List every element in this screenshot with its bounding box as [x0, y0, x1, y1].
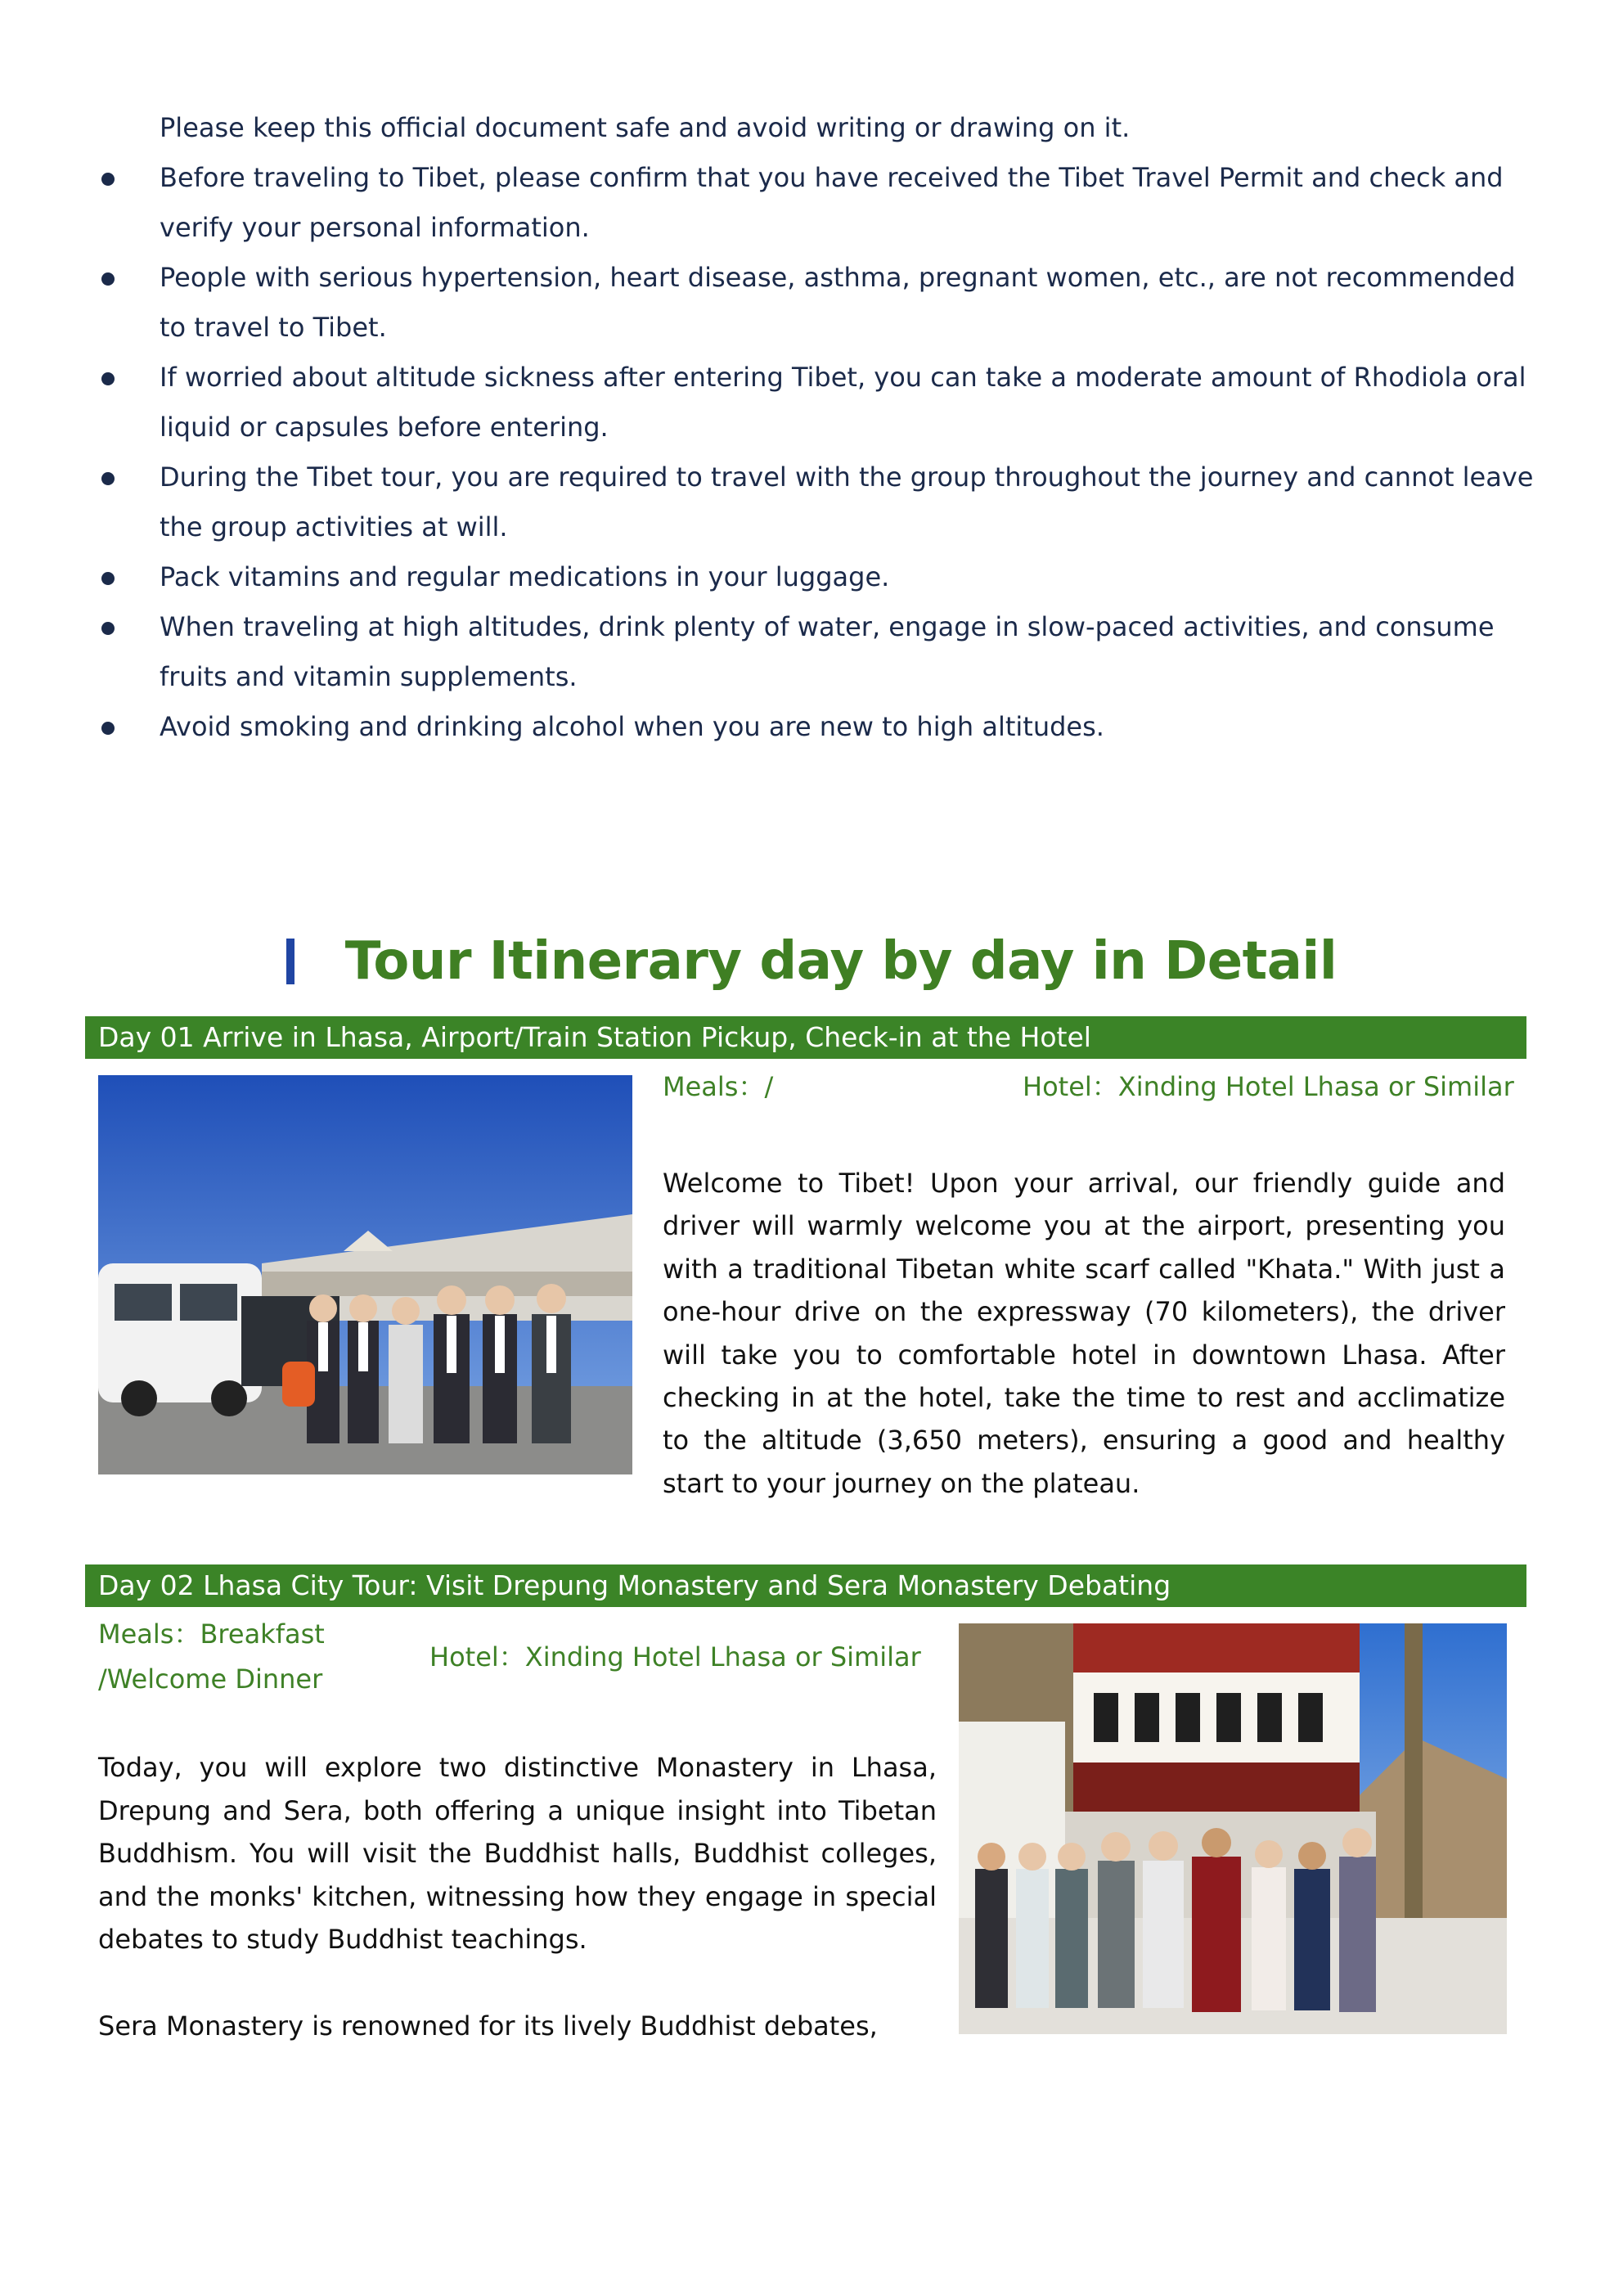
day-02-photo	[959, 1623, 1507, 2034]
day-01-photo	[98, 1075, 632, 1474]
airport-group-photo-icon	[98, 1075, 632, 1474]
title-accent-bar	[286, 939, 294, 984]
section-title: Tour Itinerary day by day in Detail	[344, 931, 1338, 992]
note-item: When traveling at high altitudes, drink plenty of water, engage in slow-paced activities, and consume fruits and vitamin supplements.	[98, 602, 1546, 702]
day-01-description: Welcome to Tibet! Upon your arrival, our friendly guide and driver will warmly welcome you at the airport, presenting you with a traditional Tibetan white scarf called "Khata." With just a one-hour drive on the expressway (70 kilometers), the driver will take you to comfortable hotel in downtown Lhasa. After checking in at the hotel, take the time to rest and acclimatize to the altitude (3,650 meters), ensuring a good and healthy start to your journey on the plateau.	[663, 1168, 1505, 1499]
day-02-meals-cont: /Welcome Dinner	[98, 1663, 323, 1695]
day-01-heading: Day 01 Arrive in Lhasa, Airport/Train Station Pickup, Check-in at the Hotel	[85, 1016, 1526, 1059]
day-02-description-cont: Sera Monastery is renowned for its lively Buddhist debates,	[98, 2010, 878, 2042]
day-02-meals: Meals：Breakfast	[98, 1618, 325, 1650]
note-item: Please keep this official document safe and avoid writing or drawing on it.	[160, 112, 1131, 143]
note-item: Pack vitamins and regular medications in your luggage.	[98, 552, 1546, 602]
day-01-hotel: Hotel：Xinding Hotel Lhasa or Similar	[1023, 1071, 1514, 1102]
note-item: Before traveling to Tibet, please confirm that you have received the Tibet Travel Permit and check and verify your personal information.	[98, 153, 1546, 253]
note-item: Avoid smoking and drinking alcohol when you are new to high altitudes.	[98, 702, 1546, 752]
day-01-meals: Meals：/	[663, 1071, 774, 1102]
note-item: During the Tibet tour, you are required to travel with the group throughout the journey and cannot leave the group activities at will.	[98, 452, 1546, 552]
day-02-description: Today, you will explore two distinctive Monastery in Lhasa, Drepung and Sera, both offering a unique insight into Tibetan Buddhism. You will visit the Buddhist halls, Buddhist colleges, and the monks' kitchen, witnessing how they engage in special debates to study Buddhist teachings.	[98, 1752, 937, 1955]
day-02-heading: Day 02 Lhasa City Tour: Visit Drepung Monastery and Sera Monastery Debating	[85, 1564, 1526, 1607]
monastery-group-photo-icon	[959, 1623, 1507, 2034]
day-02-hotel: Hotel：Xinding Hotel Lhasa or Similar	[429, 1641, 921, 1672]
note-item: People with serious hypertension, heart disease, asthma, pregnant women, etc., are not recommended to travel to Tibet.	[98, 253, 1546, 353]
travel-notes-list	[98, 103, 1546, 752]
note-item: If worried about altitude sickness after entering Tibet, you can take a moderate amount of Rhodiola oral liquid or capsules before entering.	[98, 353, 1546, 452]
section-header	[0, 925, 1623, 998]
